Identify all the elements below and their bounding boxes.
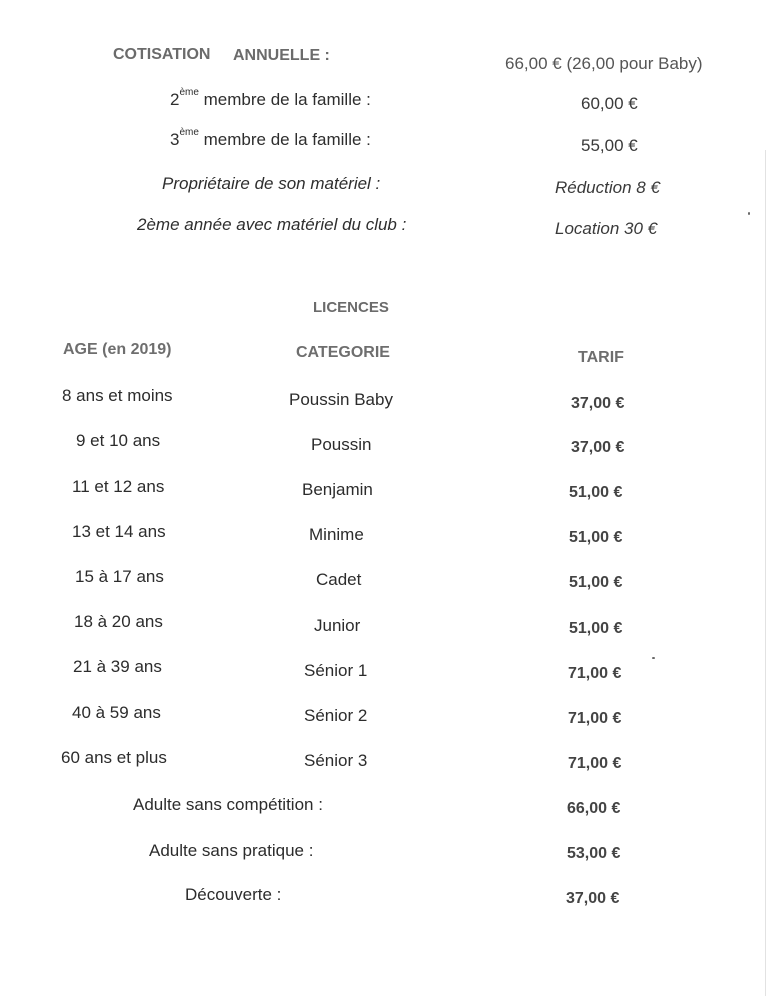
ordinal-number: 3 <box>170 130 180 149</box>
column-header-age: AGE (en 2019) <box>63 341 172 358</box>
tarif-cell: 71,00 € <box>568 710 622 727</box>
cotisation-title-2: ANNUELLE : <box>233 47 330 64</box>
categorie-cell: Sénior 2 <box>304 706 368 725</box>
cotisation-row-label: 2ème année avec matériel du club : <box>137 215 407 234</box>
cotisation-row-value: 60,00 € <box>581 94 638 113</box>
age-cell: 40 à 59 ans <box>72 703 161 722</box>
age-cell: 11 et 12 ans <box>72 477 165 496</box>
extra-label: Adulte sans compétition : <box>133 795 323 814</box>
age-cell: 21 à 39 ans <box>73 657 162 676</box>
categorie-cell: Poussin <box>311 435 372 454</box>
tarif-cell: 37,00 € <box>571 395 625 412</box>
extra-label: Découverte : <box>185 885 282 904</box>
ordinal-suffix: ème <box>179 87 199 99</box>
tarif-cell: 51,00 € <box>569 574 623 591</box>
categorie-cell: Benjamin <box>302 480 373 499</box>
scan-edge-line <box>765 150 766 996</box>
tarif-cell: 51,00 € <box>569 529 623 546</box>
tarif-cell: 71,00 € <box>568 665 622 682</box>
age-cell: 9 et 10 ans <box>76 431 161 450</box>
cotisation-row-value: Location 30 € <box>555 219 658 238</box>
cotisation-title-1: COTISATION <box>113 46 211 63</box>
scan-speck <box>748 212 750 215</box>
ordinal-number: 2 <box>170 90 180 109</box>
age-cell: 60 ans et plus <box>61 748 167 767</box>
tarif-cell: 51,00 € <box>569 620 623 637</box>
age-cell: 15 à 17 ans <box>75 567 164 586</box>
categorie-cell: Sénior 1 <box>304 661 368 680</box>
column-header-tarif: TARIF <box>578 349 624 366</box>
categorie-cell: Sénior 3 <box>304 751 368 770</box>
extra-tarif: 66,00 € <box>567 800 621 817</box>
tarif-cell: 37,00 € <box>571 439 625 456</box>
cotisation-row-label: Propriétaire de son matériel : <box>162 174 381 193</box>
cotisation-row-value: Réduction 8 € <box>555 178 660 197</box>
cotisation-annual-value: 66,00 € (26,00 pour Baby) <box>505 54 703 73</box>
categorie-cell: Cadet <box>316 570 362 589</box>
extra-tarif: 37,00 € <box>566 890 620 907</box>
cotisation-row-label <box>170 87 371 109</box>
categorie-cell: Minime <box>309 525 364 544</box>
scan-speck <box>652 657 655 659</box>
row-text: membre de la famille : <box>198 90 371 109</box>
tarif-cell: 51,00 € <box>569 484 623 501</box>
tarif-cell: 71,00 € <box>568 755 622 772</box>
categorie-cell: Junior <box>314 616 361 635</box>
age-cell: 8 ans et moins <box>62 386 173 405</box>
cotisation-row-value: 55,00 € <box>581 136 638 155</box>
column-header-categorie: CATEGORIE <box>296 344 390 361</box>
licences-title: LICENCES <box>313 299 389 316</box>
cotisation-row-label <box>170 127 371 149</box>
ordinal-suffix: ème <box>179 127 199 139</box>
age-cell: 18 à 20 ans <box>74 612 163 631</box>
categorie-cell: Poussin Baby <box>289 390 393 409</box>
age-cell: 13 et 14 ans <box>72 522 166 541</box>
extra-tarif: 53,00 € <box>567 845 621 862</box>
extra-label: Adulte sans pratique : <box>149 841 314 860</box>
row-text: membre de la famille : <box>198 130 371 149</box>
